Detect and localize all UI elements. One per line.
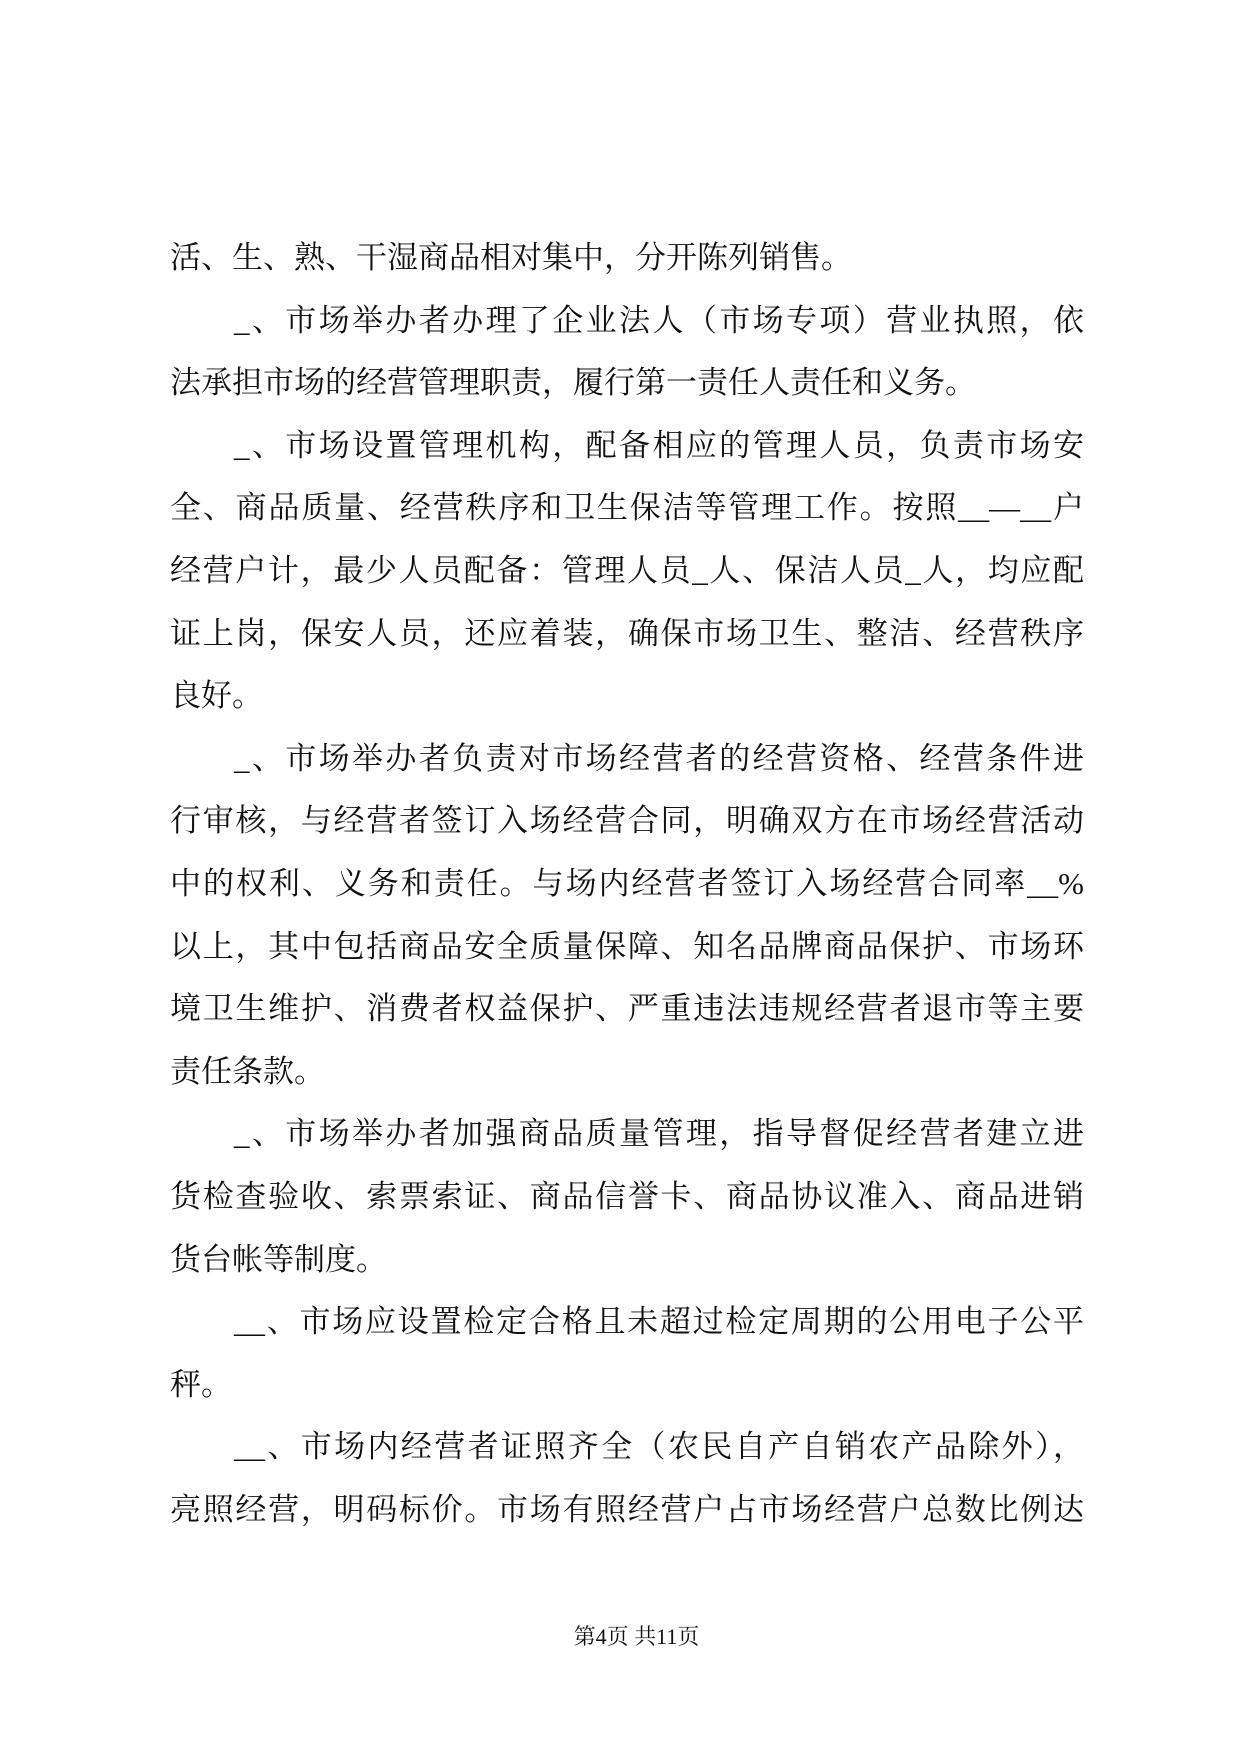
text-line: 境卫生维护、消费者权益保护、严重违法违规经营者退市等主要 [170,991,1084,1027]
text-line: 亮照经营，明码标价。市场有照经营户占市场经营户总数比例达 [170,1491,1084,1527]
text-line: 以上，其中包括商品安全质量保障、知名品牌商品保护、市场环 [170,928,1084,964]
text-line: 活、生、熟、干湿商品相对集中，分开陈列销售。 [170,240,852,275]
text-line: _、市场设置管理机构，配备相应的管理人员，负责市场安 [234,427,1084,463]
text-line: 行审核，与经营者签订入场经营合同，明确双方在市场经营活动 [170,803,1084,839]
text-line: __、市场应设置检定合格且未超过检定周期的公用电子公平 [234,1304,1084,1340]
text-line: 中的权利、义务和责任。与场内经营者签订入场经营合同率__% [170,865,1084,901]
text-line: _、市场举办者办理了企业法人（市场专项）营业执照，依 [234,302,1084,338]
text-line: 货检查验收、索票索证、商品信誉卡、商品协议准入、商品进销 [170,1178,1084,1214]
text-line: 法承担市场的经营管理职责，履行第一责任人责任和义务。 [170,365,976,401]
text-line: 全、商品质量、经营秩序和卫生保洁等管理工作。按照__—__户 [170,490,1084,526]
document-body [170,227,1084,1541]
text-line: 秤。 [170,1366,232,1402]
text-line: 良好。 [170,678,263,714]
text-line: 证上岗，保安人员，还应着装，确保市场卫生、整洁、经营秩序 [170,615,1084,651]
text-line: 货台帐等制度。 [170,1241,387,1277]
text-line: 经营户计，最少人员配备：管理人员_人、保洁人员_人，均应配 [170,552,1084,588]
text-line: _、市场举办者加强商品质量管理，指导督促经营者建立进 [234,1116,1084,1152]
text-line: 责任条款。 [170,1053,325,1089]
text-line: __、市场内经营者证照齐全（农民自产自销农产品除外）， [234,1429,1084,1465]
page-footer: 第4页 共11页 [573,1624,700,1649]
text-line: _、市场举办者负责对市场经营者的经营资格、经营条件进 [234,740,1084,776]
